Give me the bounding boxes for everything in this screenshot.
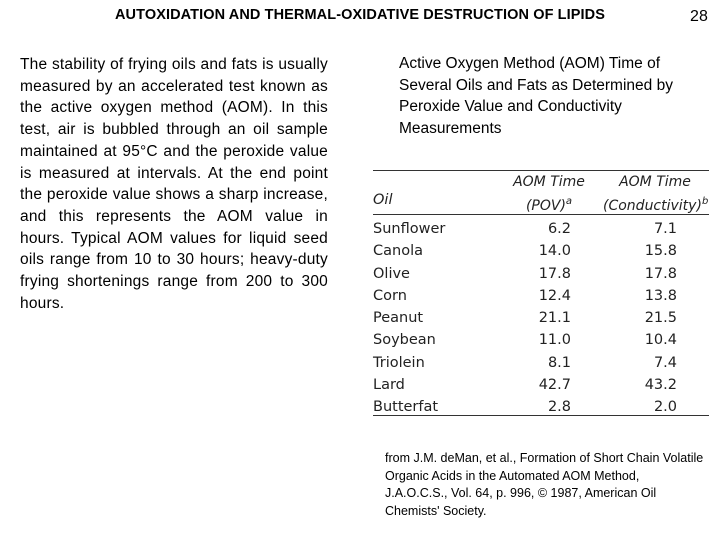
cell-pov: 14.0 bbox=[538, 243, 571, 260]
page-number: 28 bbox=[690, 8, 708, 25]
header-aom-pov bbox=[505, 172, 593, 216]
title-text: AUTOXIDATION AND THERMAL-OXIDATIVE DESTRUCTION OF LIPIDS bbox=[114, 7, 605, 23]
table-row bbox=[373, 263, 709, 285]
cell-oil: Peanut bbox=[373, 310, 424, 327]
cell-oil: Triolein bbox=[373, 354, 425, 371]
table-row bbox=[373, 218, 709, 240]
table-row bbox=[373, 329, 709, 351]
footnote-b: b bbox=[701, 196, 709, 207]
cell-oil: Canola bbox=[373, 243, 423, 260]
table-row bbox=[373, 307, 709, 329]
cell-pov: 12.4 bbox=[538, 287, 571, 304]
header-aom-pov-line1: AOM Time bbox=[513, 174, 585, 190]
cell-pov: 17.8 bbox=[538, 265, 571, 282]
cell-oil: Lard bbox=[373, 377, 405, 394]
cell-pov: 21.1 bbox=[538, 310, 571, 327]
cell-pov: 11.0 bbox=[538, 332, 571, 349]
cell-conductivity: 13.8 bbox=[644, 287, 677, 304]
cell-oil: Sunflower bbox=[373, 221, 446, 237]
cell-oil: Soybean bbox=[373, 332, 436, 349]
cell-oil: Butterfat bbox=[373, 399, 439, 416]
source-citation: from J.M. deMan, et al., Formation of Short Chain Volatile Organic Acids in the Automated AOM Method, J.A.O.C.S., Vol. 64, p. 996, © 1987, American Oil Chemists' Society. bbox=[385, 451, 704, 518]
page-title bbox=[0, 7, 720, 23]
cell-conductivity: 2.0 bbox=[653, 399, 677, 416]
cell-conductivity: 15.8 bbox=[644, 243, 677, 260]
cell-conductivity: 7.1 bbox=[653, 221, 677, 237]
table-body bbox=[373, 218, 709, 419]
cell-conductivity: 43.2 bbox=[644, 377, 677, 394]
cell-pov: 6.2 bbox=[547, 221, 571, 237]
footnote-a: a bbox=[565, 196, 573, 207]
cell-pov: 8.1 bbox=[547, 354, 571, 371]
cell-oil: Olive bbox=[373, 265, 410, 282]
table-row bbox=[373, 352, 709, 374]
cell-pov: 42.7 bbox=[538, 377, 571, 394]
header-oil: Oil bbox=[373, 192, 393, 208]
header-aom-cond-line2: (Conductivity) bbox=[603, 198, 702, 214]
aom-table bbox=[373, 170, 709, 416]
table-caption: Active Oxygen Method (AOM) Time of Several Oils and Fats as Determined by Peroxide Value and Conductivity Measurements bbox=[399, 55, 673, 137]
table-row bbox=[373, 285, 709, 307]
header-aom-cond-line1: AOM Time bbox=[619, 174, 691, 190]
cell-pov: 2.8 bbox=[547, 399, 571, 416]
table-row bbox=[373, 240, 709, 262]
cell-conductivity: 21.5 bbox=[644, 310, 677, 327]
cell-oil: Corn bbox=[373, 287, 407, 304]
cell-conductivity: 10.4 bbox=[644, 332, 677, 349]
header-aom-pov-line2: (POV) bbox=[525, 198, 566, 214]
table-header-rule bbox=[373, 214, 709, 215]
header-aom-conductivity bbox=[603, 172, 707, 216]
table-row bbox=[373, 374, 709, 396]
cell-conductivity: 17.8 bbox=[644, 265, 677, 282]
body-paragraph: The stability of frying oils and fats is usually measured by an accelerated test known as the active oxygen method (AOM). In this test, air is bubbled through an oil sample maintained at 95°C and the peroxide value is measured at intervals. At the end point the peroxide value shows a sharp increase, and this represents the AOM value in hours. Typical AOM values for liquid seed oils range from 10 to 30 hours; heavy-duty frying shortenings range from 200 to 300 hours. bbox=[20, 56, 328, 312]
table-header bbox=[373, 170, 709, 214]
cell-conductivity: 7.4 bbox=[653, 354, 677, 371]
table-bottom-rule bbox=[373, 415, 709, 416]
